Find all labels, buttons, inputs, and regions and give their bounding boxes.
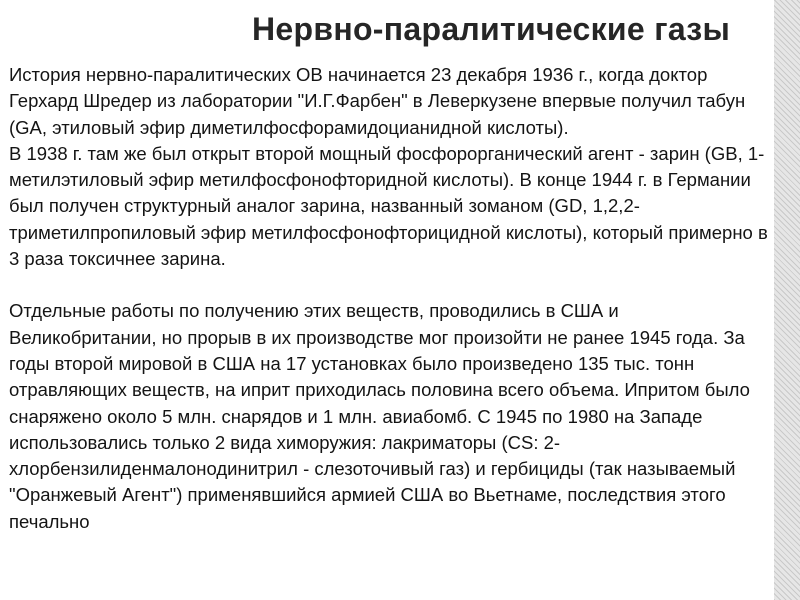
slide-title: Нервно-паралитические газы xyxy=(252,11,731,47)
body-paragraph-production: Отдельные работы по получению этих веществ, проводились в США и Великобритании, но прорыв в их производстве мог произойти не ранее 1945 года. За годы второй мировой в США на 17 установках было произведено 135 тыс. тонн отравляющих веществ, на иприт приходилась половина всего объема. Ипритом было снаряжено около 5 млн. снарядов и 1 млн. авиабомб. С 1945 по 1980 на Западе использовались только 2 вида химоружия: лакриматоры (CS: 2-хлорбензилиденмалонодинитрил - слезоточивый газ) и гербициды (так называемый "Оранжевый Агент") применявшийся армией США во Вьетнаме, последствия этого печально xyxy=(9,300,750,532)
paragraph-spacer xyxy=(9,272,769,298)
slide-body xyxy=(9,62,769,535)
decorative-side-stripe xyxy=(774,0,800,600)
body-paragraph-history: История нервно-паралитических ОВ начинается 23 декабря 1936 г., когда доктор Герхард Шредер из лаборатории "И.Г.Фарбен" в Леверкузене впервые получил табун (GA, этиловый эфир диметилфосфорамидоцианидной кислоты). В 1938 г. там же был открыт второй мощный фосфорорганический агент - зарин (GB, 1-метилэтиловый эфир метилфосфонофторидной кислоты). В конце 1944 г. в Германии был получен структурный аналог зарина, названный зоманом (GD, 1,2,2-триметилпропиловый эфир метилфосфонофторицидной кислоты), который примерно в 3 раза токсичнее зарина. xyxy=(9,64,768,270)
